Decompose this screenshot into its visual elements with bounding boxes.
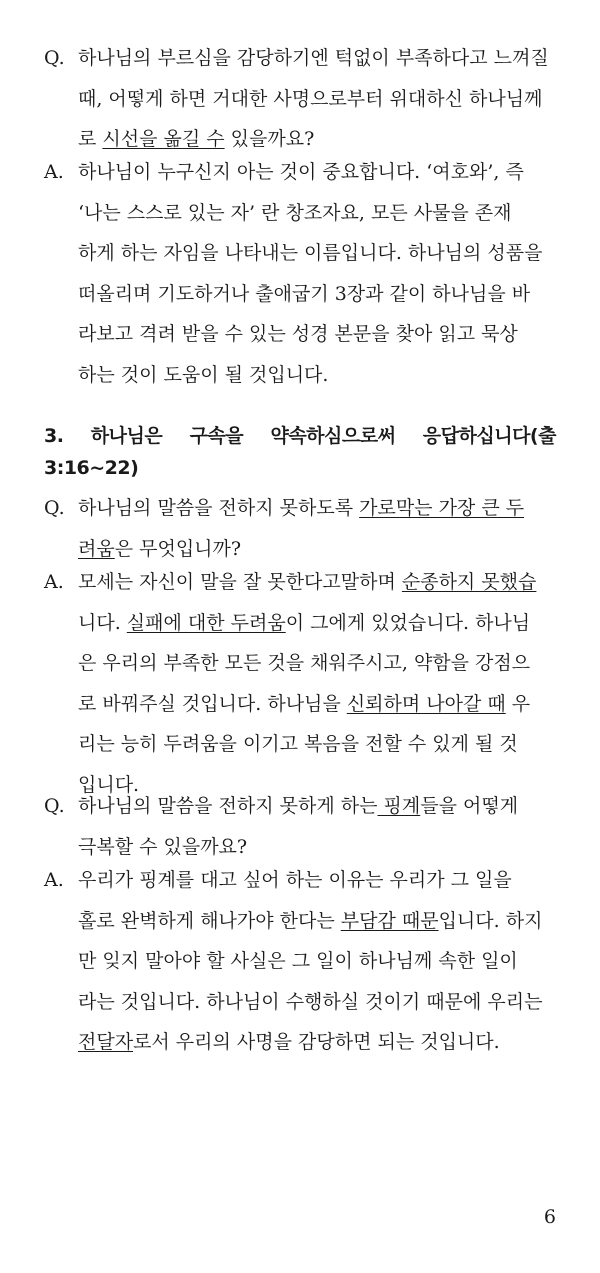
text-line: [78, 355, 556, 396]
text-line: [78, 79, 556, 120]
text-segment: 리는 능히 두려움을 이기고 복음을 전할 수 있게 될 것: [78, 733, 518, 755]
text-segment: 입니다.: [78, 773, 140, 796]
text-segment: 있을까요?: [224, 128, 315, 150]
qa-block-5: [44, 786, 556, 867]
text-line: [78, 488, 556, 529]
text-segment: 은 무엇입니까?: [114, 537, 242, 560]
text-segment: 만 잊지 말아야 할 사실은 그 일이 하나님께 속한 일이: [78, 950, 518, 972]
underlined-phrase: 부담감 때문: [340, 909, 439, 932]
text-segment: 하나님의 말씀을 전하지 못하도록: [78, 497, 360, 519]
text-line: [78, 38, 556, 79]
text-segment: 홀로 완벽하게 해나가야 한다는: [78, 909, 341, 932]
text-segment: 하나님의 부르심을 감당하기엔 턱없이 부족하다고 느껴질: [78, 47, 549, 69]
text-line: [78, 643, 556, 684]
text-line: [78, 941, 556, 982]
text-segment: 하게 하는 자임을 나타내는 이름입니다. 하나님의 성품을: [78, 242, 543, 264]
text-segment: 떠올리며 기도하거나 출애굽기 3장과 같이 하나님을 바: [78, 282, 531, 305]
question-marker: Q.: [44, 47, 65, 69]
text-segment: 들을 어떻게: [420, 795, 519, 817]
heading-word: 약속하심으로써: [270, 425, 396, 447]
underlined-phrase: 순종하지 못했습: [401, 571, 537, 593]
underlined-phrase: 시선을 옮길 수: [102, 128, 225, 150]
text-line: [78, 724, 556, 765]
heading-word: 하나님은: [90, 425, 163, 447]
text-segment: 로: [78, 128, 103, 150]
text-segment: 모세는 자신이 말을 잘 못한다고말하며: [78, 571, 402, 593]
section-heading-line-2: 3:16~22): [44, 457, 139, 479]
underlined-phrase: 가로막는 가장 큰 두: [359, 497, 525, 519]
text-segment: 니다.: [78, 611, 127, 634]
text-line: [78, 982, 556, 1023]
question-text: [78, 786, 556, 867]
answer-marker: A.: [44, 161, 64, 183]
underlined-phrase: 려움: [78, 537, 115, 560]
text-line: [78, 603, 556, 644]
text-line: [78, 152, 556, 193]
underlined-phrase: 신뢰하며 나아갈 때: [346, 692, 506, 715]
text-segment: 하는 것이 도움이 될 것입니다.: [78, 363, 329, 386]
text-segment: 로서 우리의 사명을 감당하면 되는 것입니다.: [133, 1031, 500, 1053]
text-line: [78, 860, 556, 901]
question-marker: Q.: [44, 795, 65, 817]
heading-word: 구속을: [189, 425, 244, 447]
text-line: [78, 684, 556, 725]
answer-text: [78, 860, 556, 1063]
text-segment: 극복할 수 있을까요?: [78, 835, 248, 858]
text-line: [78, 786, 556, 827]
heading-word: 3.: [44, 425, 64, 447]
page-number: 6: [543, 1206, 556, 1228]
answer-text: [78, 152, 556, 395]
answer-marker: A.: [44, 571, 64, 593]
text-segment: ‘나는 스스로 있는 자’ 란 창조자요, 모든 사물을 존재: [78, 201, 512, 224]
underlined-phrase: 실패에 대한 두려움: [126, 611, 286, 634]
answer-marker: A.: [44, 869, 64, 891]
text-line: [78, 233, 556, 274]
section-heading-line-1: [44, 420, 556, 452]
text-line: [78, 901, 556, 942]
text-segment: 우: [505, 692, 531, 715]
text-line: [78, 562, 556, 603]
text-segment: 하나님이 누구신지 아는 것이 중요합니다. ‘여호와’, 즉: [78, 161, 524, 183]
question-text: [78, 38, 556, 160]
text-segment: 하나님의 말씀을 전하지 못하게 하는: [78, 795, 378, 817]
qa-block-2: [44, 152, 556, 395]
text-segment: 은 우리의 부족한 모든 것을 채워주시고, 약함을 강점으: [78, 652, 531, 674]
question-marker: Q.: [44, 497, 65, 519]
underlined-phrase: 전달자: [78, 1031, 134, 1053]
text-segment: 우리가 핑계를 대고 싶어 하는 이유는 우리가 그 일을: [78, 869, 512, 891]
qa-block-3: [44, 488, 556, 569]
heading-word: 응답하십니다(출: [422, 425, 556, 447]
text-line: [78, 314, 556, 355]
text-line: [78, 193, 556, 234]
text-segment: 때, 어떻게 하면 거대한 사명으로부터 위대하신 하나님께: [78, 87, 543, 110]
qa-block-1: [44, 38, 556, 160]
qa-block-6: [44, 860, 556, 1063]
question-text: [78, 488, 556, 569]
text-segment: 라보고 격려 받을 수 있는 성경 본문을 찾아 읽고 묵상: [78, 323, 518, 345]
text-line: [78, 274, 556, 315]
text-segment: 이 그에게 있었습니다. 하나님: [285, 611, 531, 634]
text-segment: 입니다. 하지: [438, 909, 543, 932]
text-segment: 라는 것입니다. 하나님이 수행하실 것이기 때문에 우리는: [78, 990, 543, 1013]
text-line: [78, 1022, 556, 1063]
section-heading: [44, 420, 556, 484]
qa-block-4: [44, 562, 556, 805]
text-segment: 로 바꿔주실 것입니다. 하나님을: [78, 692, 347, 715]
underlined-phrase: 핑계: [377, 795, 421, 817]
answer-text: [78, 562, 556, 805]
